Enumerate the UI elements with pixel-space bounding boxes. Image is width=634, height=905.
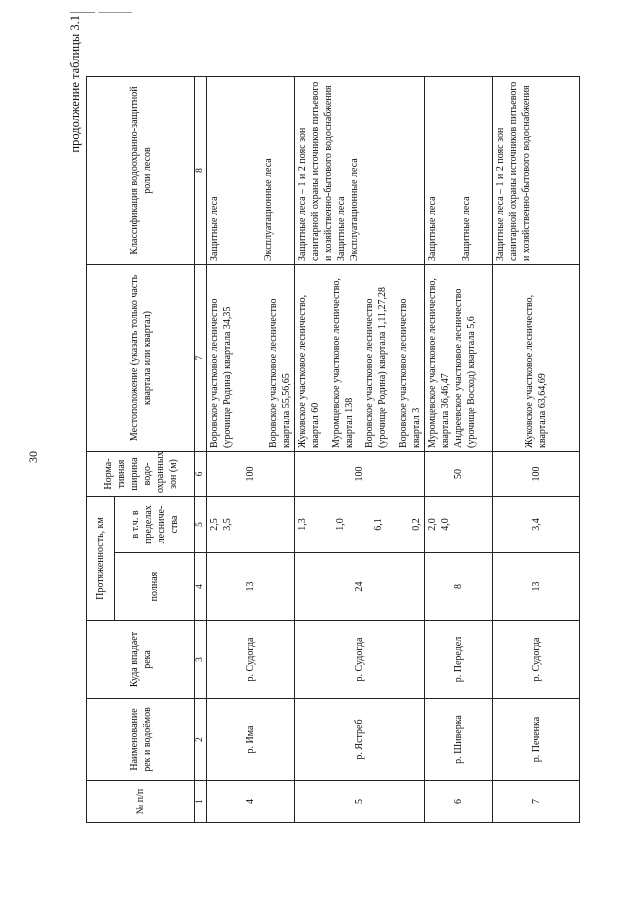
header-location: Местоположение (указать только часть квартала или квартал) — [87, 265, 195, 452]
column-number-row — [195, 77, 207, 823]
classification-entry: Защитные леса — [336, 196, 347, 261]
header-name: Наименование рек и водоёмов — [87, 699, 195, 781]
header-width: Норма-тивная ширина водо-охранных зон (м) — [87, 452, 195, 497]
column-number: 8 — [195, 77, 207, 265]
classification-entry: Эксплуатационные леса — [263, 158, 274, 261]
river-mouth: р. Судогда — [207, 621, 295, 699]
location-cell — [296, 268, 423, 448]
classification-entry: Защитные леса – 1 и 2 пояс зон санитарной охраны источников питьевого и хозяйственно-бытового водоснабжения — [297, 81, 334, 261]
location-entry: Воровское участковое лесничество (урочище Родина) квартала 34,35 — [209, 298, 233, 448]
length-total: 13 — [493, 553, 580, 621]
length-within-value: 2,0 — [427, 518, 438, 531]
table-row — [425, 77, 493, 823]
length-within-value: 6,1 — [373, 518, 384, 531]
header-mouth: Куда впадает река — [87, 621, 195, 699]
location-entry: Муромцевское участковое лесничество, квартала 36,46,47 — [427, 278, 451, 448]
row-number: 6 — [425, 781, 493, 823]
river-name: р. Ястреб — [295, 699, 425, 781]
header-length-group: Протяженность, км — [87, 497, 115, 621]
length-within-value: 0,2 — [411, 518, 422, 531]
location-entry: Жуковское участковое лесничество, квартал 60 — [297, 294, 321, 448]
table-continuation-label: продолжение таблицы 3.1 — [68, 15, 82, 153]
river-mouth: р. Судогда — [295, 621, 425, 699]
column-number: 1 — [195, 781, 207, 823]
location-cell — [208, 268, 293, 448]
header-row-1 — [87, 77, 115, 823]
column-number: 5 — [195, 497, 207, 553]
classification-cell — [494, 80, 578, 261]
classification-cell — [208, 80, 293, 261]
classification-entry: Эксплуатационные леса — [349, 158, 360, 261]
river-mouth: р. Судогда — [493, 621, 580, 699]
zone-width: 50 — [425, 452, 493, 497]
table-row — [295, 77, 425, 823]
classification-cell — [296, 80, 423, 261]
location-cell — [494, 268, 578, 448]
classification-cell — [426, 80, 491, 261]
length-within-value: 3,5 — [222, 518, 233, 531]
river-name: р. Печенка — [493, 699, 580, 781]
classification-entry: Защитные леса — [209, 196, 220, 261]
location-entry: Муромцевское участковое лесничество, квартал 138 — [330, 278, 355, 448]
location-cell — [426, 268, 491, 448]
length-total: 24 — [295, 553, 425, 621]
length-within-cell — [426, 500, 491, 549]
row-number: 4 — [207, 781, 295, 823]
river-name: р. Има — [207, 699, 295, 781]
header-length-total: полная — [115, 553, 195, 621]
river-mouth: р. Передел — [425, 621, 493, 699]
length-within-value: 3,4 — [493, 497, 580, 553]
column-number: 6 — [195, 452, 207, 497]
row-number: 5 — [295, 781, 425, 823]
classification-entry: Защитные леса – 1 и 2 пояс зон санитарной охраны источников питьевого и хозяйственно-бытового водоснабжения — [495, 81, 532, 261]
column-number: 2 — [195, 699, 207, 781]
table-row — [493, 77, 580, 823]
header-number: № п/п — [87, 781, 195, 823]
location-entry: Воровское участковое лесничество квартала 55,56,65 — [268, 298, 292, 448]
location-entry: Андреевское участковое лесничество (урочище Восход) квартала 5,6 — [453, 288, 477, 448]
page-number: 30 — [26, 451, 40, 463]
length-within-cell — [208, 500, 293, 549]
header-classification: Классификация водоохранно-защитной роли лесов — [87, 77, 195, 265]
length-within-value: 2,5 — [209, 518, 220, 531]
location-entry: Воровское участковое лесничество квартал 3 — [397, 298, 422, 448]
zone-width: 100 — [493, 452, 580, 497]
zone-width: 100 — [207, 452, 295, 497]
location-entry: Жуковское участковое лесничество, квартала 63,64,69 — [524, 294, 548, 448]
column-number: 3 — [195, 621, 207, 699]
length-within-value: 4,0 — [440, 518, 451, 531]
length-within-value: 1,3 — [297, 518, 308, 531]
header-length-within: в т.ч. в пределах лесниче-ства — [115, 497, 195, 553]
river-name: р. Шиверка — [425, 699, 493, 781]
row-number: 7 — [493, 781, 580, 823]
length-total: 8 — [425, 553, 493, 621]
rivers-table — [86, 76, 580, 823]
length-within-value: 1,0 — [335, 518, 346, 531]
classification-entry: Защитные леса — [461, 196, 472, 261]
column-number: 4 — [195, 553, 207, 621]
length-within-cell — [296, 500, 423, 549]
location-entry: Воровское участковое лесничество (урочище Родина) квартала 1,11,27,28 — [364, 286, 389, 448]
column-number: 7 — [195, 265, 207, 452]
classification-entry: Защитные леса — [427, 196, 438, 261]
length-total: 13 — [207, 553, 295, 621]
zone-width: 100 — [295, 452, 425, 497]
table-row — [207, 77, 295, 823]
